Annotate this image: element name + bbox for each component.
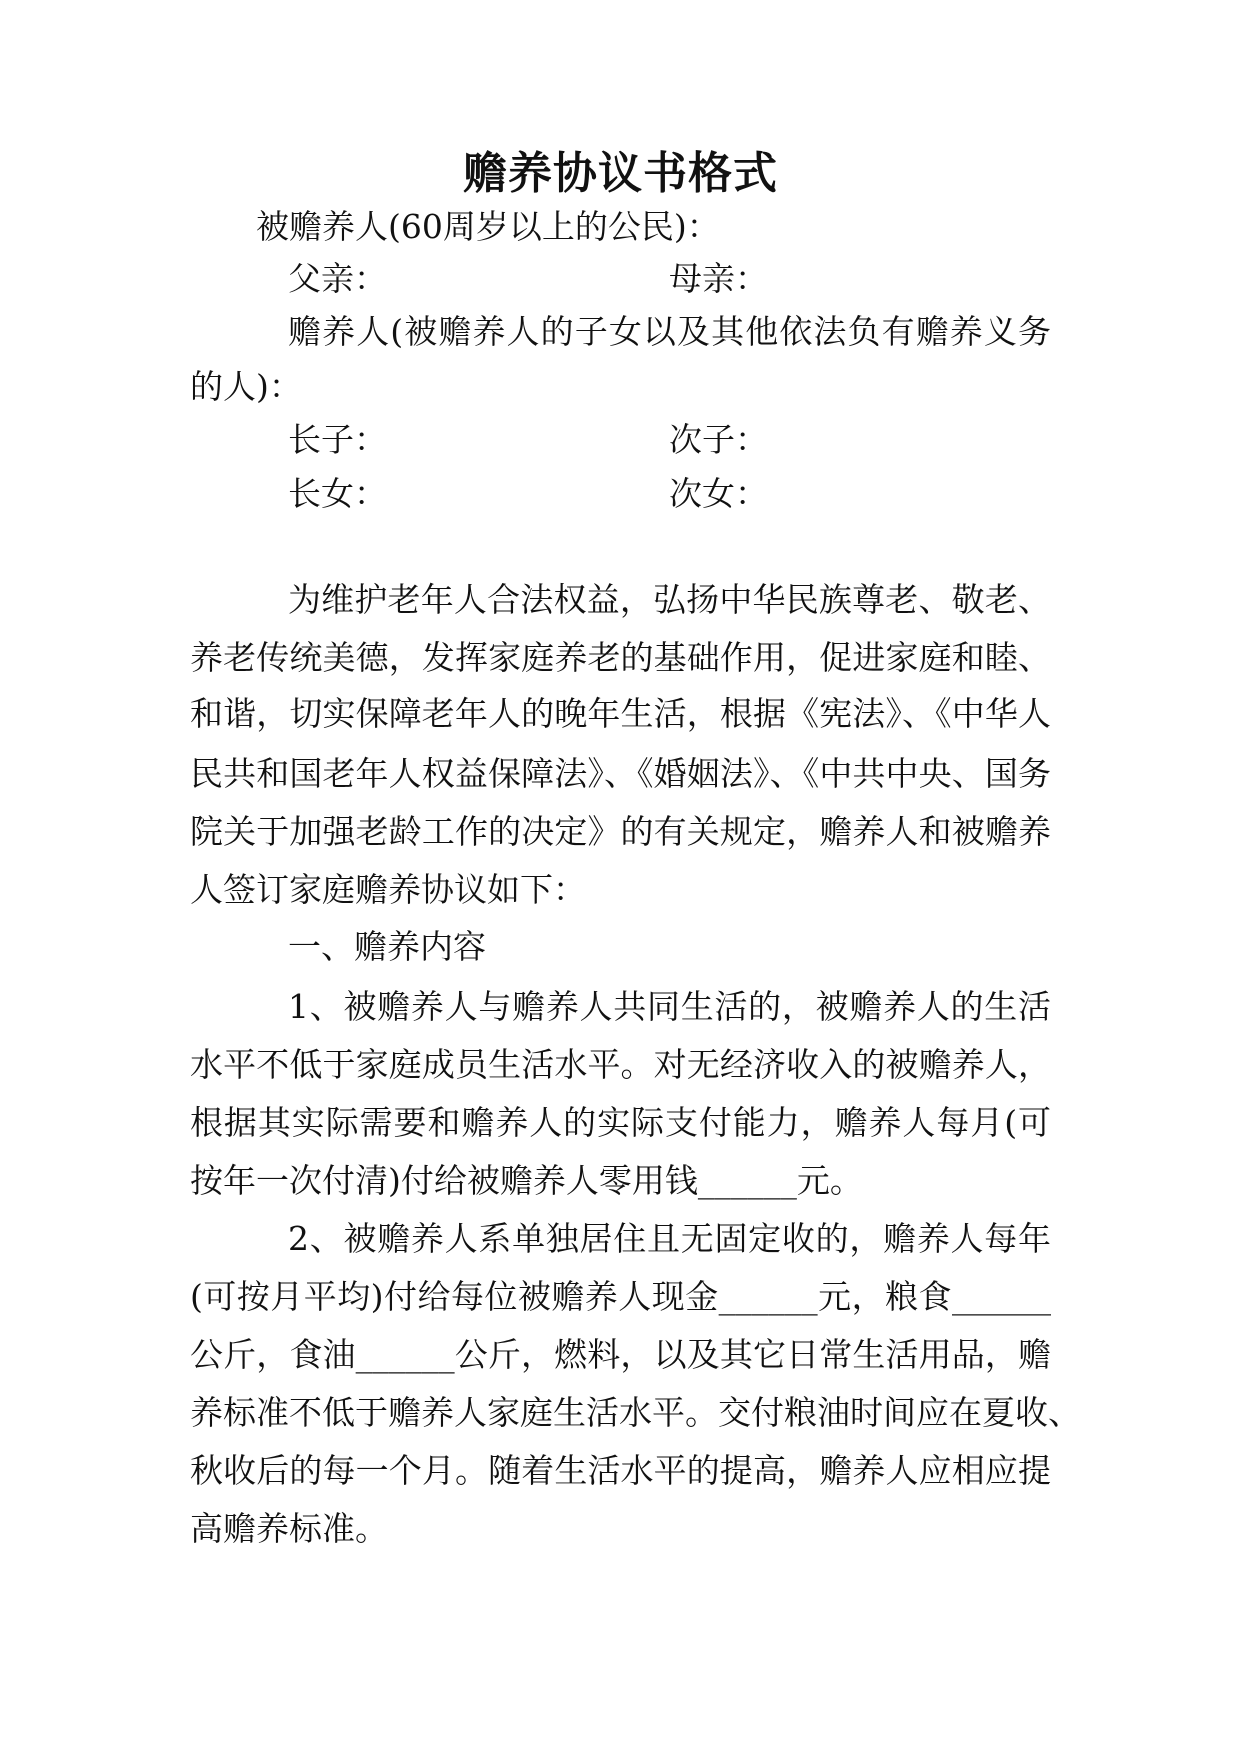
section-heading: 一、赡养内容 <box>288 927 486 966</box>
document-title: 赡养协议书格式 <box>463 148 778 199</box>
father-label: 父亲： <box>288 259 387 298</box>
preamble-line: 民共和国老年人权益保障法》、《婚姻法》、《中共中央、国务 <box>190 754 1051 793</box>
supported-persons-header: 被赡养人(60周岁以上的公民)： <box>256 207 720 246</box>
eldest-son-label: 长子： <box>288 420 387 459</box>
preamble-line: 人签订家庭赡养协议如下： <box>190 870 586 909</box>
clause-1-line: 根据其实际需要和赡养人的实际支付能力，赡养人每月(可 <box>190 1103 1051 1142</box>
supporter-header-line-2: 的人)： <box>190 367 302 406</box>
clause-2-line: 高赡养标准。 <box>190 1509 388 1548</box>
clause-2-line: 养标准不低于赡养人家庭生活水平。交付粮油时间应在夏收、 <box>190 1393 1081 1432</box>
clause-2-line: (可按月平均)付给每位被赡养人现金______元，粮食______ <box>190 1277 1051 1316</box>
preamble-line: 院关于加强老龄工作的决定》的有关规定，赡养人和被赡养 <box>190 812 1051 851</box>
clause-2-line: 公斤，食油______公斤，燃料，以及其它日常生活用品，赡 <box>190 1335 1051 1374</box>
clause-2-line: 秋收后的每一个月。随着生活水平的提高，赡养人应相应提 <box>190 1451 1051 1490</box>
supporter-header-line-1: 赡养人(被赡养人的子女以及其他依法负有赡养义务 <box>288 312 1051 351</box>
clause-1-line: 水平不低于家庭成员生活水平。对无经济收入的被赡养人， <box>190 1045 1051 1084</box>
second-son-label: 次子： <box>669 420 768 459</box>
clause-2-line: 2、被赡养人系单独居住且无固定收的，赡养人每年 <box>288 1219 1051 1258</box>
mother-label: 母亲： <box>669 259 768 298</box>
preamble-line: 养老传统美德，发挥家庭养老的基础作用，促进家庭和睦、 <box>190 638 1051 677</box>
second-daughter-label: 次女： <box>669 474 768 513</box>
preamble-line: 和谐，切实保障老年人的晚年生活，根据《宪法》、《中华人 <box>190 694 1051 733</box>
clause-1-line: 1、被赡养人与赡养人共同生活的，被赡养人的生活 <box>288 987 1051 1026</box>
eldest-daughter-label: 长女： <box>288 474 387 513</box>
clause-1-line: 按年一次付清)付给被赡养人零用钱______元。 <box>190 1161 863 1200</box>
preamble-line: 为维护老年人合法权益，弘扬中华民族尊老、敬老、 <box>288 580 1051 619</box>
